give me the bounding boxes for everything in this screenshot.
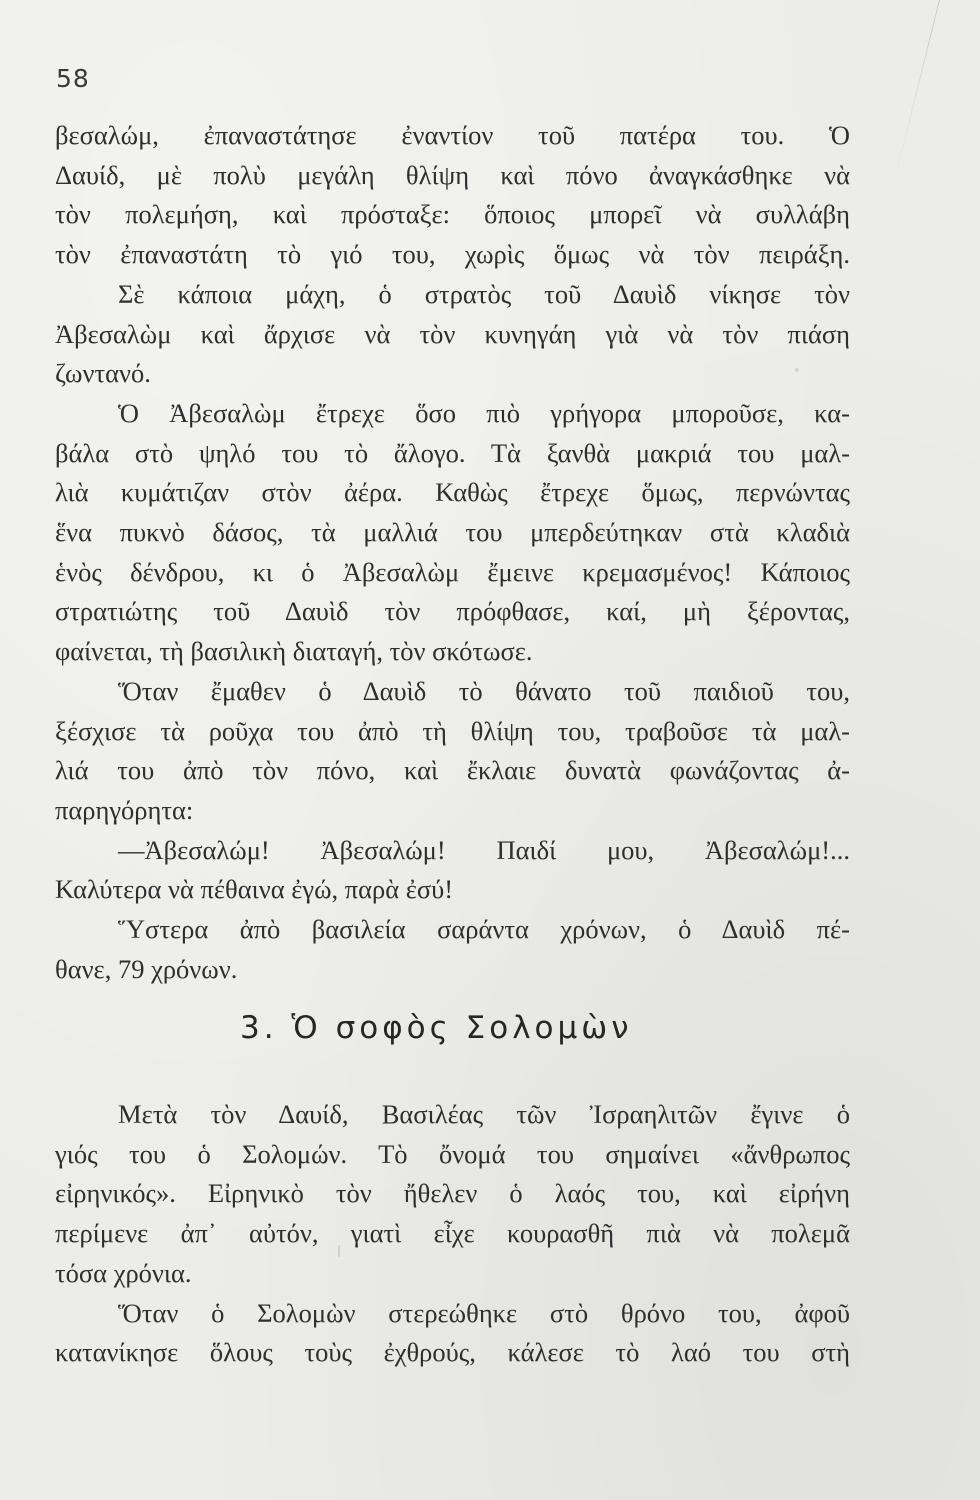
text-line: θανε, 79 χρόνων.	[55, 953, 238, 984]
page-edge-shadow	[893, 0, 940, 184]
text-line: φαίνεται, τὴ βασιλικὴ διαταγή, τὸν σκότωσε.	[55, 636, 533, 667]
text-line: περίμενε ἀπ᾽ αὐτόν, γιατὶ εἶχε κουρασθῆ πιὰ νὰ πολεμᾶ	[55, 1218, 850, 1249]
text-line: ζωντανό.	[55, 358, 151, 389]
text-line: κατανίκησε ὅλους τοὺς ἐχθρούς, κάλεσε τὸ λαό του στὴ	[55, 1337, 850, 1368]
section-heading: 3. Ὁ σοφὸς Σολομὼν	[240, 1010, 633, 1046]
text-line: ἕνα πυκνὸ δάσος, τὰ μαλλιά του μπερδεύτηκαν στὰ κλαδιὰ	[55, 517, 850, 547]
text-line: τὸν ἐπαναστάτη τὸ γιό του, χωρὶς ὅμως νὰ τὸν πειράξη.	[55, 239, 850, 270]
text-line: ἑνὸς δένδρου, κι ὁ Ἀβεσαλὼμ ἔμεινε κρεμασμένος! Κάποιος	[55, 556, 850, 587]
text-line: —Ἀβεσαλώμ! Ἀβεσαλώμ! Παιδί μου, Ἀβεσαλώμ!...	[118, 834, 850, 865]
text-line: Ὕστερα ἀπὸ βασιλεία σαράντα χρόνων, ὁ Δαυὶδ πέ-	[118, 914, 850, 944]
text-line: Ὅταν ὁ Σολομὼν στερεώθηκε στὸ θρόνο του, ἀφοῦ	[118, 1297, 850, 1328]
text-line: στρατιώτης τοῦ Δαυὶδ τὸν πρόφθασε, καί, μὴ ξέροντας,	[55, 596, 850, 627]
text-line: λιὰ κυμάτιζαν στὸν ἀέρα. Καθὼς ἔτρεχε ὅμως, περνώντας	[55, 477, 850, 508]
text-line: Μετὰ τὸν Δαυίδ, Βασιλέας τῶν Ἰσραηλιτῶν ἔγινε ὁ	[118, 1099, 850, 1129]
text-line: λιά του ἀπὸ τὸν πόνο, καὶ ἔκλαιε δυνατὰ φωνάζοντας ἀ-	[55, 755, 850, 786]
text-line: Σὲ κάποια μάχη, ὁ στρατὸς τοῦ Δαυὶδ νίκησε τὸν	[118, 278, 850, 309]
text-line: Δαυίδ, μὲ πολὺ μεγάλη θλίψη καὶ πόνο ἀναγκάσθηκε νὰ	[55, 159, 850, 190]
page-number: 58	[56, 64, 90, 93]
text-line: τὸν πολεμήση, καὶ πρόσταξε: ὅποιος μπορεῖ νὰ συλλάβη	[55, 199, 850, 230]
text-line: βεσαλώμ, ἐπαναστάτησε ἐναντίον τοῦ πατέρα του. Ὁ	[55, 120, 850, 150]
text-line: Καλύτερα νὰ πέθαινα ἐγώ, παρὰ ἐσύ!	[55, 874, 454, 905]
text-line: γιός του ὁ Σολομών. Τὸ ὄνομά του σημαίνει «ἄνθρωπος	[55, 1138, 850, 1169]
text-line: βάλα στὸ ψηλό του τὸ ἄλογο. Τὰ ξανθὰ μακριά του μαλ-	[55, 437, 850, 468]
text-line: ξέσχισε τὰ ροῦχα του ἀπὸ τὴ θλίψη του, τραβοῦσε τὰ μαλ-	[55, 715, 850, 746]
text-line: Ὁ Ἀβεσαλὼμ ἔτρεχε ὅσο πιὸ γρήγορα μποροῦσε, κα-	[118, 397, 850, 428]
text-line: εἰρηνικός». Εἰρηνικὸ τὸν ἤθελεν ὁ λαός του, καὶ εἰρήνη	[55, 1178, 850, 1209]
text-line: τόσα χρόνια.	[55, 1257, 192, 1288]
text-line: Ἀβεσαλὼμ καὶ ἄρχισε νὰ τὸν κυνηγάη γιὰ νὰ τὸν πιάση	[55, 318, 850, 349]
text-line: Ὅταν ἔμαθεν ὁ Δαυὶδ τὸ θάνατο τοῦ παιδιοῦ του,	[118, 675, 850, 706]
text-line: παρηγόρητα:	[55, 794, 194, 825]
